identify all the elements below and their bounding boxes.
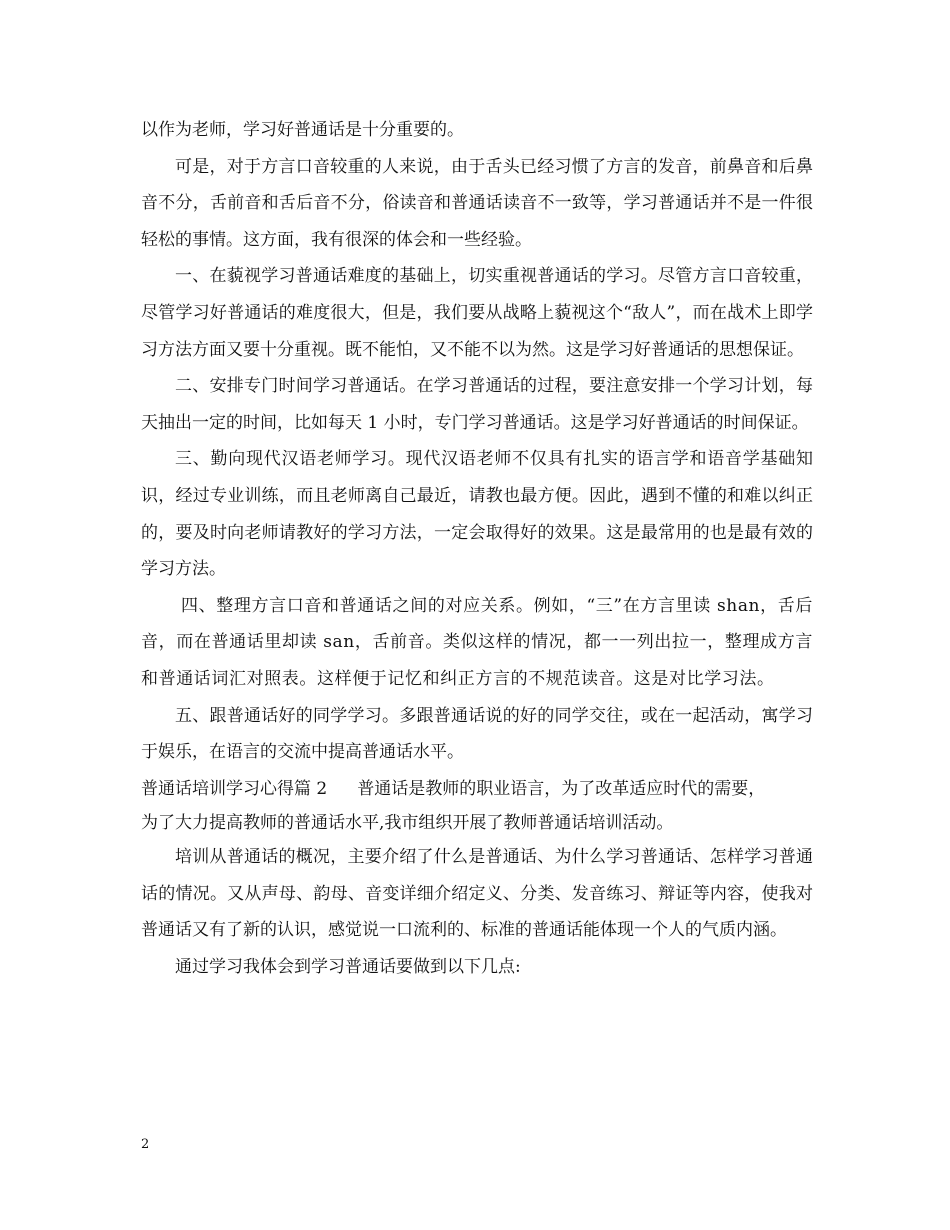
paragraph: 通过学习我体会到学习普通话要做到以下几点: (175, 957, 521, 978)
paragraph: 培训从普通话的概况，主要介绍了什么是普通话、为什么学习普通话、怎样学习普通话的情况。又从声母、韵母、音变详细介绍定义、分类、发音练习、辩证等内容，使我对普通话又有了新的认识，感觉说一口流利的、标准的普通话能体现一个人的气质内涵。 (141, 847, 813, 941)
page-number: 2 (141, 1137, 150, 1152)
paragraph-point-2: 二、安排专门时间学习普通话。在学习普通话的过程，要注意安排一个学习计划，每天抽出一定的时间，比如每天 1 小时，专门学习普通话。这是学习好普通话的时间保证。 (141, 376, 813, 433)
section-intro-first: 普通话是教师的职业语言，为了改革适应时代的需要， (357, 778, 766, 799)
section-heading-line (141, 771, 813, 808)
paragraph: 以作为老师，学习好普通话是十分重要的。 (141, 120, 464, 140)
section-intro-rest: 为了大力提高教师的普通话水平,我市组织开展了教师普通话培训活动。 (141, 813, 674, 834)
paragraph: 可是，对于方言口音较重的人来说，由于舌头已经习惯了方言的发音，前鼻音和后鼻音不分，舌前音和舌后音不分，俗读音和普通话读音不一致等，学习普通话并不是一件很轻松的事情。这方面，我有很深的体会和一些经验。 (141, 156, 813, 250)
section-title: 普通话培训学习心得篇 2 (141, 778, 328, 799)
paragraph-point-5: 五、跟普通话好的同学学习。多跟普通话说的好的同学交往，或在一起活动，寓学习于娱乐，在语言的交流中提高普通话水平。 (141, 705, 813, 763)
paragraph-point-3: 三、勤向现代汉语老师学习。现代汉语老师不仅具有扎实的语言学和语音学基础知识，经过专业训练，而且老师离自己最近，请教也最方便。因此，遇到不懂的和难以纠正的，要及时向老师请教好的学习方法，一定会取得好的效果。这是最常用的也是最有效的学习方法。 (141, 449, 813, 580)
document-body (141, 112, 813, 986)
paragraph-point-1: 一、在藐视学习普通话难度的基础上，切实重视普通话的学习。尽管方言口音较重，尽管学习好普通话的难度很大，但是，我们要从战略上藐视这个“敌人”，而在战术上即学习方法方面又要十分重视。既不能怕，又不能不以为然。这是学习好普通话的思想保证。 (141, 266, 813, 360)
paragraph-point-4: 四、整理方言口音和普通话之间的对应关系。例如，“三”在方言里读 shan，舌后音，而在普通话里却读 san，舌前音。类似这样的情况，都一一列出拉一，整理成方言和普通话词汇对照表。这样便于记忆和纠正方言的不规范读音。这是对比学习法。 (141, 595, 813, 689)
